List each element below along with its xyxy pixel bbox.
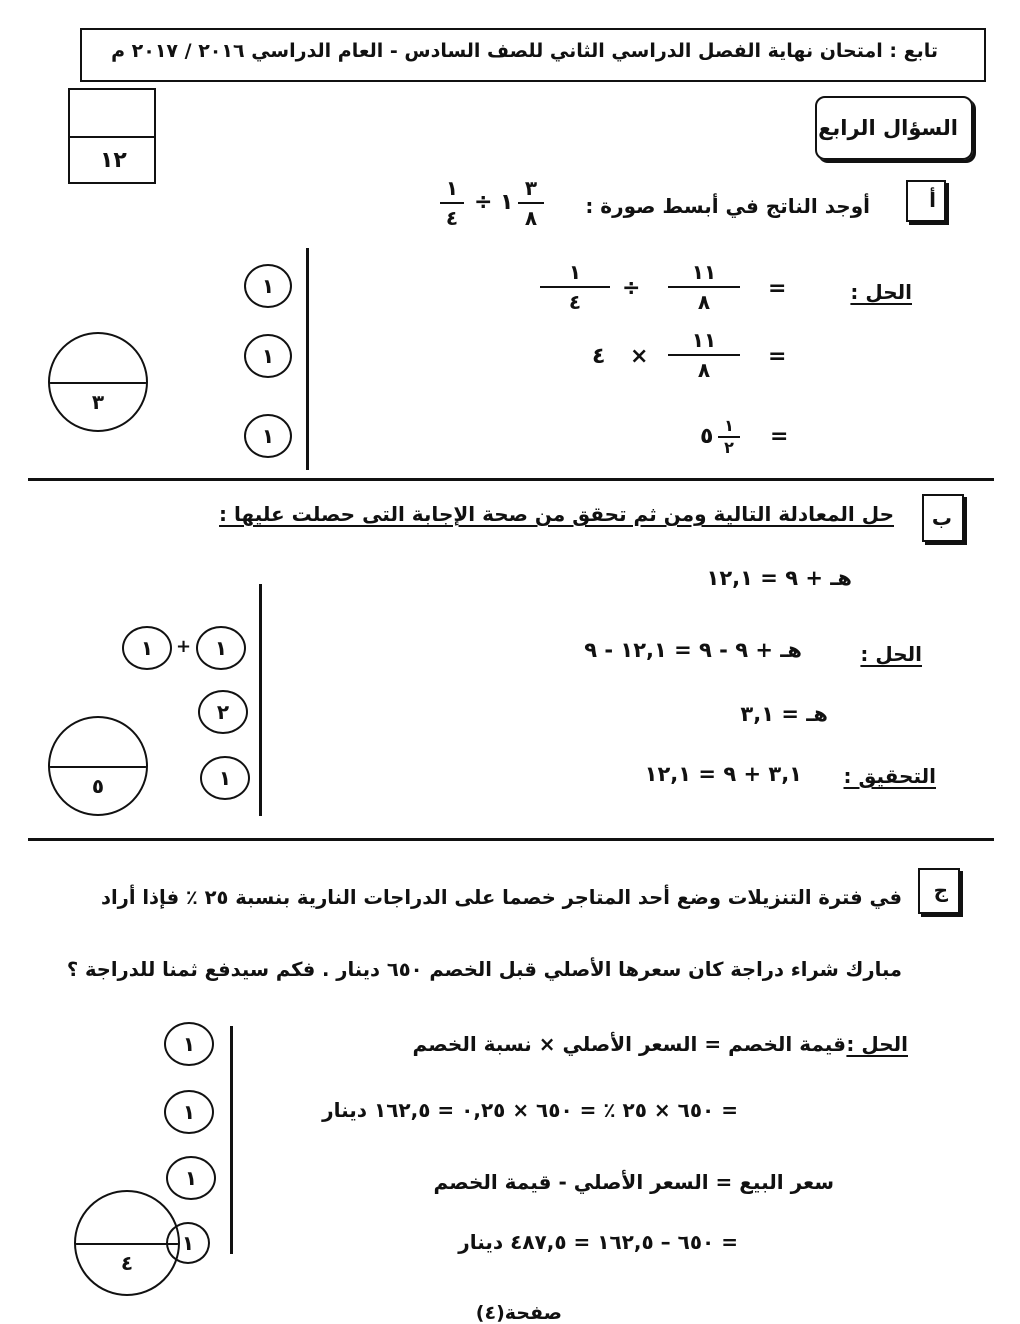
part-a-letter: أ — [929, 188, 936, 212]
section-divider-1 — [28, 478, 994, 481]
step2-factor: ٤ — [592, 344, 606, 369]
score-box-divider — [68, 136, 156, 138]
part-c-mark-3: ١ — [166, 1156, 216, 1200]
part-a-total-circle — [48, 332, 148, 432]
part-b-plus: + — [176, 636, 194, 657]
part-c-letter: ج — [933, 878, 948, 902]
part-a-total: ٣ — [91, 389, 105, 414]
part-b-prompt: حل المعادلة التالية ومن ثم تحقق من صحة الإجابة التى حصلت عليها : — [219, 502, 894, 526]
problem-whole: ١ — [500, 190, 514, 215]
part-c-total: ٤ — [120, 1251, 134, 1276]
part-c-mark-4: ١ — [166, 1222, 210, 1264]
part-b-mark-2: ٢ — [198, 690, 248, 734]
step2-equals: = — [768, 344, 789, 369]
part-c-total-circle — [74, 1190, 180, 1296]
part-a-mark-1: ١ — [244, 264, 292, 308]
part-a-letter-box — [906, 180, 946, 222]
problem-fraction-2: ١ ٤ — [440, 178, 464, 228]
step1-fraction-b: ١ ٤ — [540, 262, 610, 312]
step1-fraction-a: ١١ ٨ — [668, 262, 740, 312]
step2-fraction: ١١ ٨ — [668, 330, 740, 380]
part-c-solution-label: الحل : — [846, 1032, 908, 1056]
page-number: صفحة(٤) — [475, 1302, 562, 1324]
problem-operator: ÷ — [474, 190, 495, 215]
step2-operator: × — [630, 344, 651, 369]
part-b-solution-label: الحل : — [860, 642, 922, 666]
part-b-mark-3: ١ — [200, 756, 250, 800]
part-b-verify: ٣,١ + ٩ = ١٢,١ — [644, 762, 802, 786]
score-total: ١٢ — [100, 148, 127, 173]
part-a-mark-3: ١ — [244, 414, 292, 458]
step3-whole: ٥ — [700, 424, 714, 449]
problem-fraction-1: ٣ ٨ — [518, 178, 544, 228]
part-c-mark-2: ١ — [164, 1090, 214, 1134]
part-b-mark-1b: ١ — [122, 626, 172, 670]
part-b-mark-1a: ١ — [196, 626, 246, 670]
part-c-mark-1: ١ — [164, 1022, 214, 1066]
part-a-prompt: أوجد الناتج في أبسط صورة : — [585, 194, 870, 218]
part-b-equation: هـ + ٩ = ١٢,١ — [706, 566, 852, 590]
step1-equals: = — [768, 276, 789, 301]
part-b-step1: هـ + ٩ - ٩ = ١٢,١ - ٩ — [584, 638, 802, 662]
part-c-formula2: سعر البيع = السعر الأصلي - قيمة الخصم — [433, 1170, 834, 1194]
part-b-step2: هـ = ٣,١ — [740, 702, 828, 726]
section-divider-2 — [28, 838, 994, 841]
part-a-marks-divider — [306, 248, 309, 470]
part-c-prompt-line2: مبارك شراء دراجة كان سعرها الأصلي قبل الخصم ٦٥٠ دينار . فكم سيدفع ثمنا للدراجة ؟ — [66, 958, 902, 981]
part-c-prompt-line1: في فترة التنزيلات وضع أحد المتاجر خصما على الدراجات النارية بنسبة ٢٥ ٪ فإذا أراد — [100, 886, 902, 909]
part-c-marks-divider — [230, 1026, 233, 1254]
part-c-calc1: = ٦٥٠ × ٢٥ ٪ = ٦٥٠ × ٠,٢٥ = ١٦٢,٥ دينار — [322, 1098, 738, 1122]
step3-fraction: ١ ٢ — [718, 418, 740, 456]
part-c-formula1: قيمة الخصم = السعر الأصلي × نسبة الخصم — [412, 1032, 846, 1056]
part-a-mark-2: ١ — [244, 334, 292, 378]
part-b-marks-divider — [259, 584, 262, 816]
part-b-letter: ب — [931, 506, 952, 530]
page-title: تابع : امتحان نهاية الفصل الدراسي الثاني للصف السادس - العام الدراسي ٢٠١٦ / ٢٠١٧ م — [111, 40, 938, 62]
part-b-verify-label: التحقيق : — [843, 764, 936, 788]
step1-operator: ÷ — [622, 276, 643, 301]
question-title: السؤال الرابع — [818, 116, 958, 140]
part-c-calc2: = ٦٥٠ – ١٦٢,٥ = ٤٨٧,٥ دينار — [458, 1230, 738, 1254]
step3-equals: = — [770, 424, 791, 449]
part-a-solution-label: الحل : — [850, 280, 912, 304]
part-b-total-circle — [48, 716, 148, 816]
part-b-total: ٥ — [91, 773, 105, 798]
